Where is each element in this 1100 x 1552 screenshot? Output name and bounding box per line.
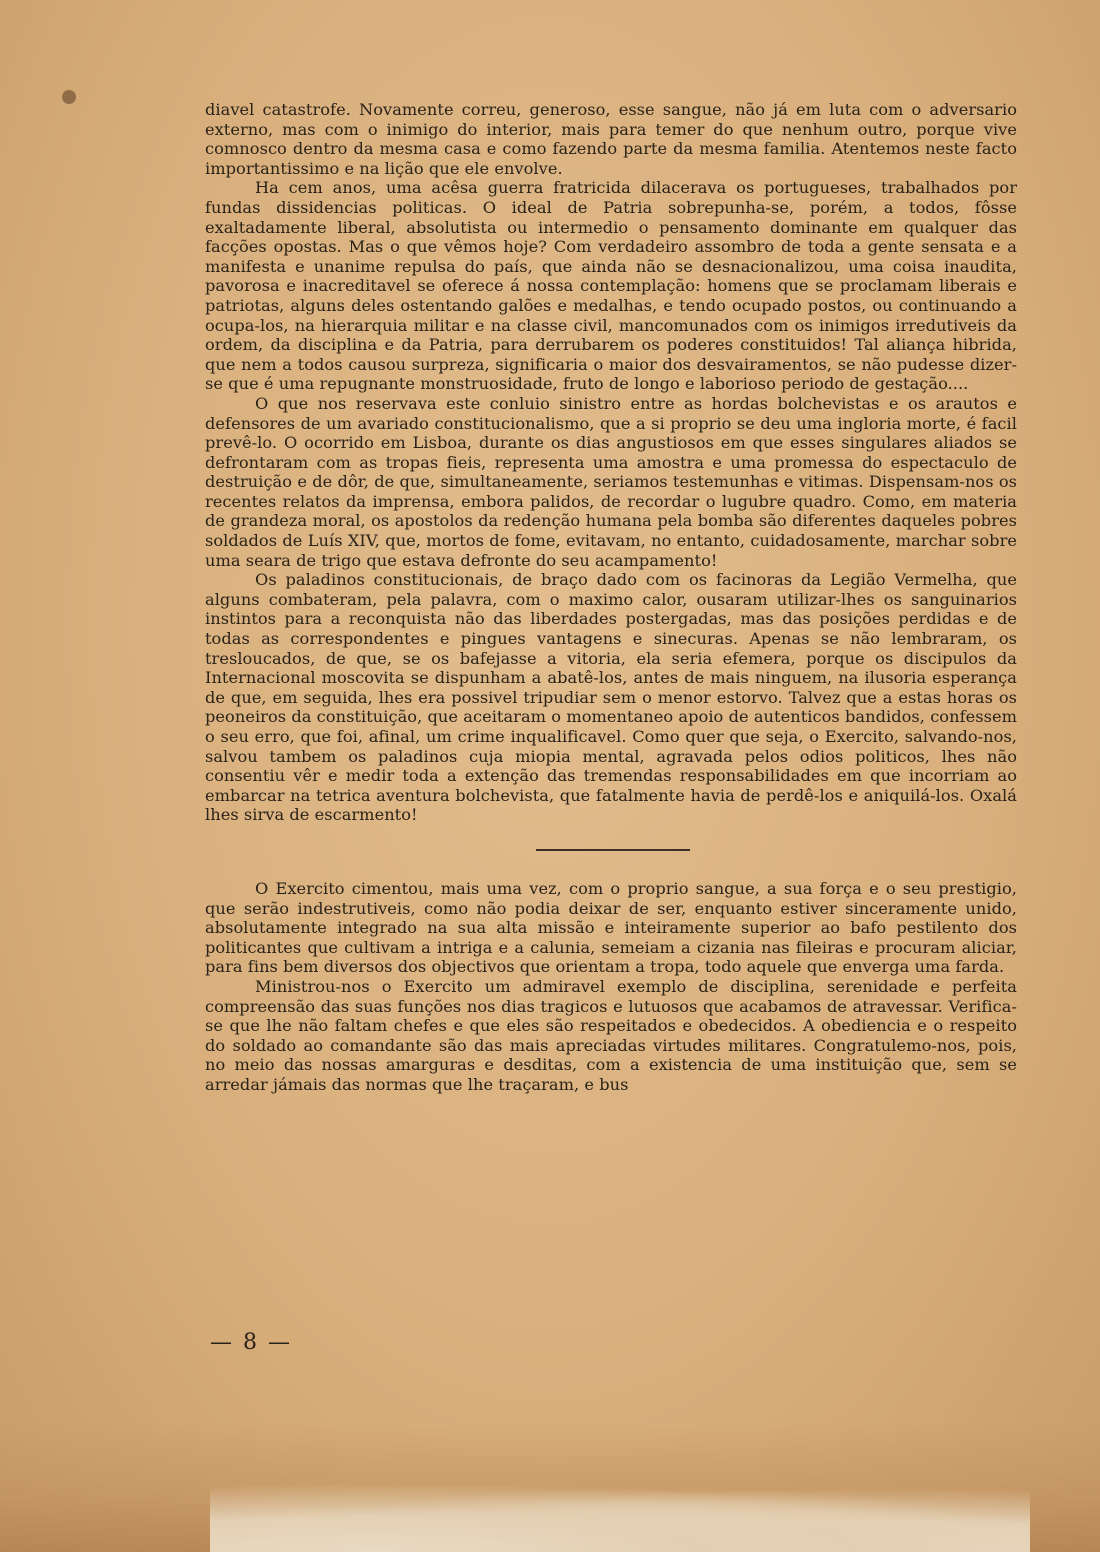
ink-spot: [62, 90, 76, 104]
paragraph-continuation: diavel catastrofe. Novamente correu, generoso, esse sangue, não já em luta com o adversario externo, mas com o inimigo do interior, mais para temer do que nenhum outro, porque vive comnosco dentro da mesma casa e como fazendo parte da mesma familia. Atentemos neste facto importantissimo e na lição que ele envolve.: [205, 100, 1017, 178]
torn-edge: [210, 1482, 1030, 1552]
article-body: [205, 100, 1017, 1095]
page-number: — 8 —: [210, 1330, 292, 1355]
paragraph: Ministrou-nos o Exercito um admiravel exemplo de disciplina, serenidade e perfeita compreensão das suas funções nos dias tragicos e lutuosos que acabamos de atravessar. Verifica-se que lhe não faltam chefes e que eles são respeitados e obedecidos. A obediencia e o respeito do soldado ao comandante são das mais apreciadas virtudes militares. Congratulemo-nos, pois, no meio das nossas amarguras e desditas, com a existencia de uma instituição que, sem se arredar jámais das normas que lhe traçaram, e bus: [205, 976, 1017, 1094]
paragraph: Os paladinos constitucionais, de braço dado com os facinoras da Legião Vermelha, que alguns combateram, pela palavra, com o maximo calor, ousaram utilizar-lhes os sanguinarios instintos para a reconquista não das liberdades postergadas, mas das posições perdidas e de todas as correspondentes e pingues vantagens e sinecuras. Apenas se não lembraram, os tresloucados, de que, se os bafejasse a vitoria, ela seria efemera, porque os discipulos da Internacional moscovita se dispunham a abatê-los, antes de mais ninguem, na ilusoria esperança de que, em seguida, lhes era possivel tripudiar sem o menor estorvo. Talvez que a estas horas os peoneiros da constituição, que aceitaram o momentaneo apoio de autenticos bandidos, confessem o seu erro, que foi, afinal, um crime inqualificavel. Como quer que seja, o Exercito, salvando-nos, salvou tambem os paladinos cuja miopia mental, agravada pelos odios politicos, lhes não consentiu vêr e medir toda a extenção das tremendas responsabilidades em que incorriam ao embarcar na tetrica aventura bolchevista, que fatalmente havia de perdê-los e aniquilá-los. Oxalá lhes sirva de escarmento!: [205, 570, 1017, 825]
paragraph: O que nos reservava este conluio sinistro entre as hordas bolchevistas e os arautos e defensores de um avariado constitucionalismo, que a si proprio se deu uma ingloria morte, é facil prevê-lo. O ocorrido em Lisboa, durante os dias angustiosos em que esses singulares aliados se defrontaram com as tropas fieis, representa uma amostra e uma promessa do espectaculo de destruição e de dôr, de que, simultaneamente, seriamos testemunhas e vitimas. Dispensam-nos os recentes relatos da imprensa, embora palidos, de recordar o lugubre quadro. Como, em materia de grandeza moral, os apostolos da redenção humana pela bomba são diferentes daqueles pobres soldados de Luís XIV, que, mortos de fome, evitavam, no entanto, cuidadosamente, marchar sobre uma seara de trigo que estava defronte do seu acampamento!: [205, 393, 1017, 570]
paragraph: Ha cem anos, uma acêsa guerra fratricida dilacerava os portugueses, trabalhados por fundas dissidencias politicas. O ideal de Patria sobrepunha-se, porém, a todos, fôsse exaltadamente liberal, absolutista ou intermedio o pensamento dominante em qualquer das facções opostas. Mas o que vêmos hoje? Com verdadeiro assombro de toda a gente sensata e a manifesta e unanime repulsa do país, que ainda não se desnacionalizou, uma coisa inaudita, pavorosa e inacreditavel se oferece á nossa contemplação: homens que se proclamam liberais e patriotas, alguns deles ostentando galões e medalhas, e tendo ocupado postos, ou continuando a ocupa-los, na hierarquia militar e na classe civil, mancomunados com os inimigos irredutiveis da ordem, da disciplina e da Patria, para derrubarem os poderes constituidos! Tal aliança hibrida, que nem a todos causou surpreza, significaria o maior dos desvairamentos, se não pudesse dizer-se que é uma repugnante monstruosidade, fruto de longo e laborioso periodo de gestação....: [205, 178, 1017, 394]
paragraph: O Exercito cimentou, mais uma vez, com o proprio sangue, a sua força e o seu prestigio, que serão indestrutiveis, como não podia deixar de ser, enquanto estiver sinceramente unido, absolutamente integrado na sua alta missão e inteiramente superior ao bafo pestilento dos politicantes que cultivam a intriga e a calunia, semeiam a cizania nas fileiras e procuram aliciar, para fins bem diversos dos objectivos que orientam a tropa, todo aquele que enverga uma farda.: [205, 878, 1017, 977]
section-divider: [536, 849, 690, 851]
